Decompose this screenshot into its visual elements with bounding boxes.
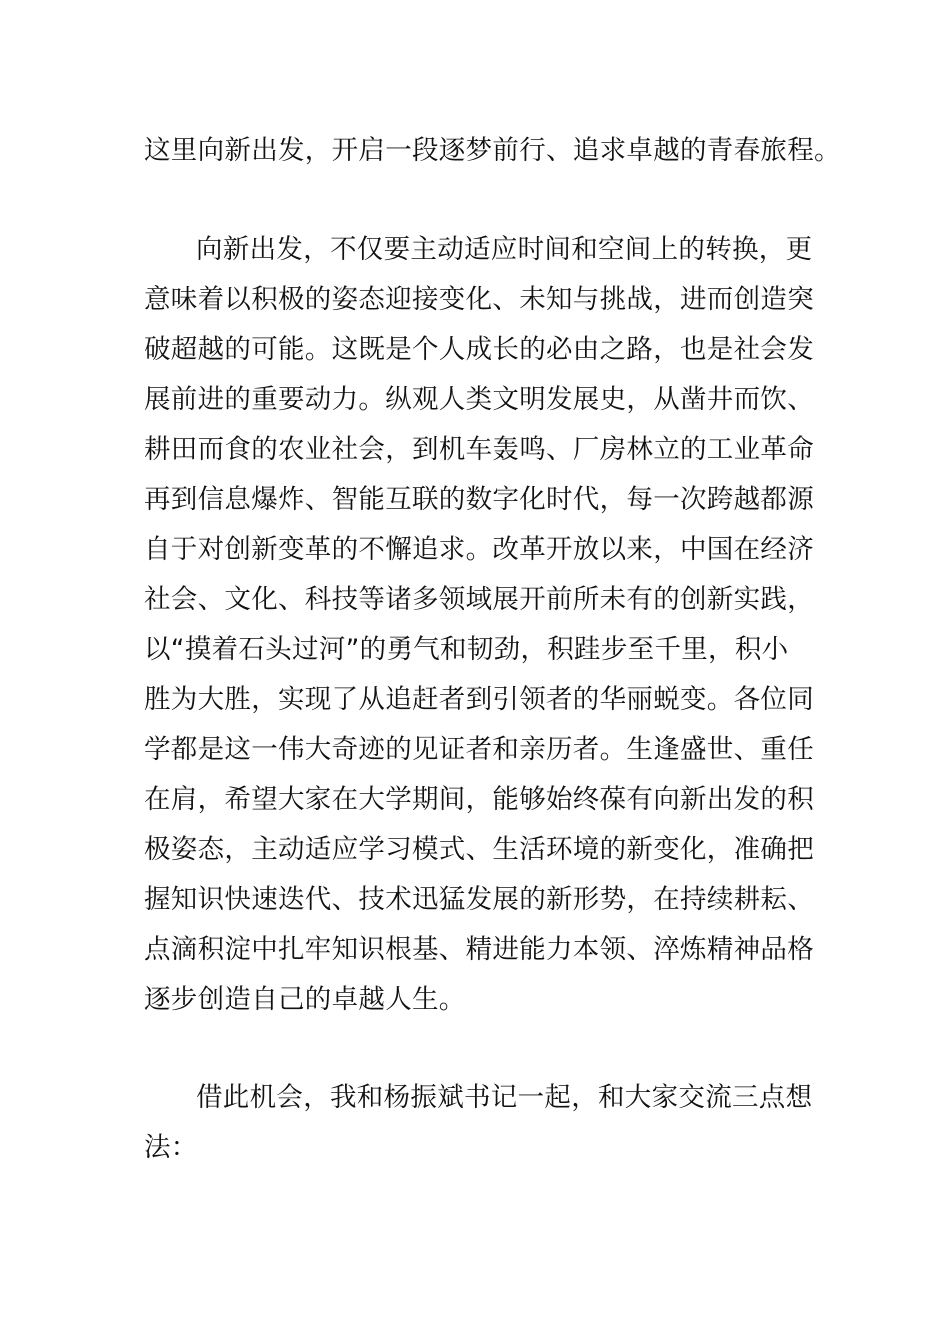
text-line-4: 破超越的可能。这既是个人成长的必由之路，也是社会发 [144,334,814,365]
text-line-9: 社会、文化、科技等诸多领域展开前所未有的创新实践， [144,584,814,615]
text-line-8: 自于对创新变革的不懈追求。改革开放以来，中国在经济 [144,534,814,565]
text-line-1: 这里向新出发，开启一段逐梦前行、追求卓越的青春旅程。 [144,135,841,166]
text-line-6: 耕田而食的农业社会，到机车轰鸣、厂房林立的工业革命 [144,434,814,465]
text-line-17: 逐步创造自己的卓越人生。 [144,984,466,1015]
text-line-19: 法： [144,1132,198,1163]
text-line-3: 意味着以积极的姿态迎接变化、未知与挑战，进而创造突 [144,284,814,315]
text-line-11: 胜为大胜，实现了从追赶者到引领者的华丽蜕变。各位同 [144,684,814,715]
text-line-15: 握知识快速迭代、技术迅猛发展的新形势，在持续耕耘、 [144,884,814,915]
text-line-10: 以“摸着石头过河”的勇气和韧劲，积跬步至千里，积小 [144,634,789,665]
text-line-16: 点滴积淀中扎牢知识根基、精进能力本领、淬炼精神品格 [144,934,814,965]
text-line-14: 极姿态，主动适应学习模式、生活环境的新变化，准确把 [144,834,814,865]
text-line-13: 在肩，希望大家在大学期间，能够始终葆有向新出发的积 [144,784,814,815]
text-line-5: 展前进的重要动力。纵观人类文明发展史，从凿井而饮、 [144,384,814,415]
text-line-2: 向新出发，不仅要主动适应时间和空间上的转换，更 [196,234,813,265]
text-line-18: 借此机会，我和杨振斌书记一起，和大家交流三点想 [196,1082,813,1113]
text-line-12: 学都是这一伟大奇迹的见证者和亲历者。生逢盛世、重任 [144,734,814,765]
text-line-7: 再到信息爆炸、智能互联的数字化时代，每一次跨越都源 [144,484,814,515]
